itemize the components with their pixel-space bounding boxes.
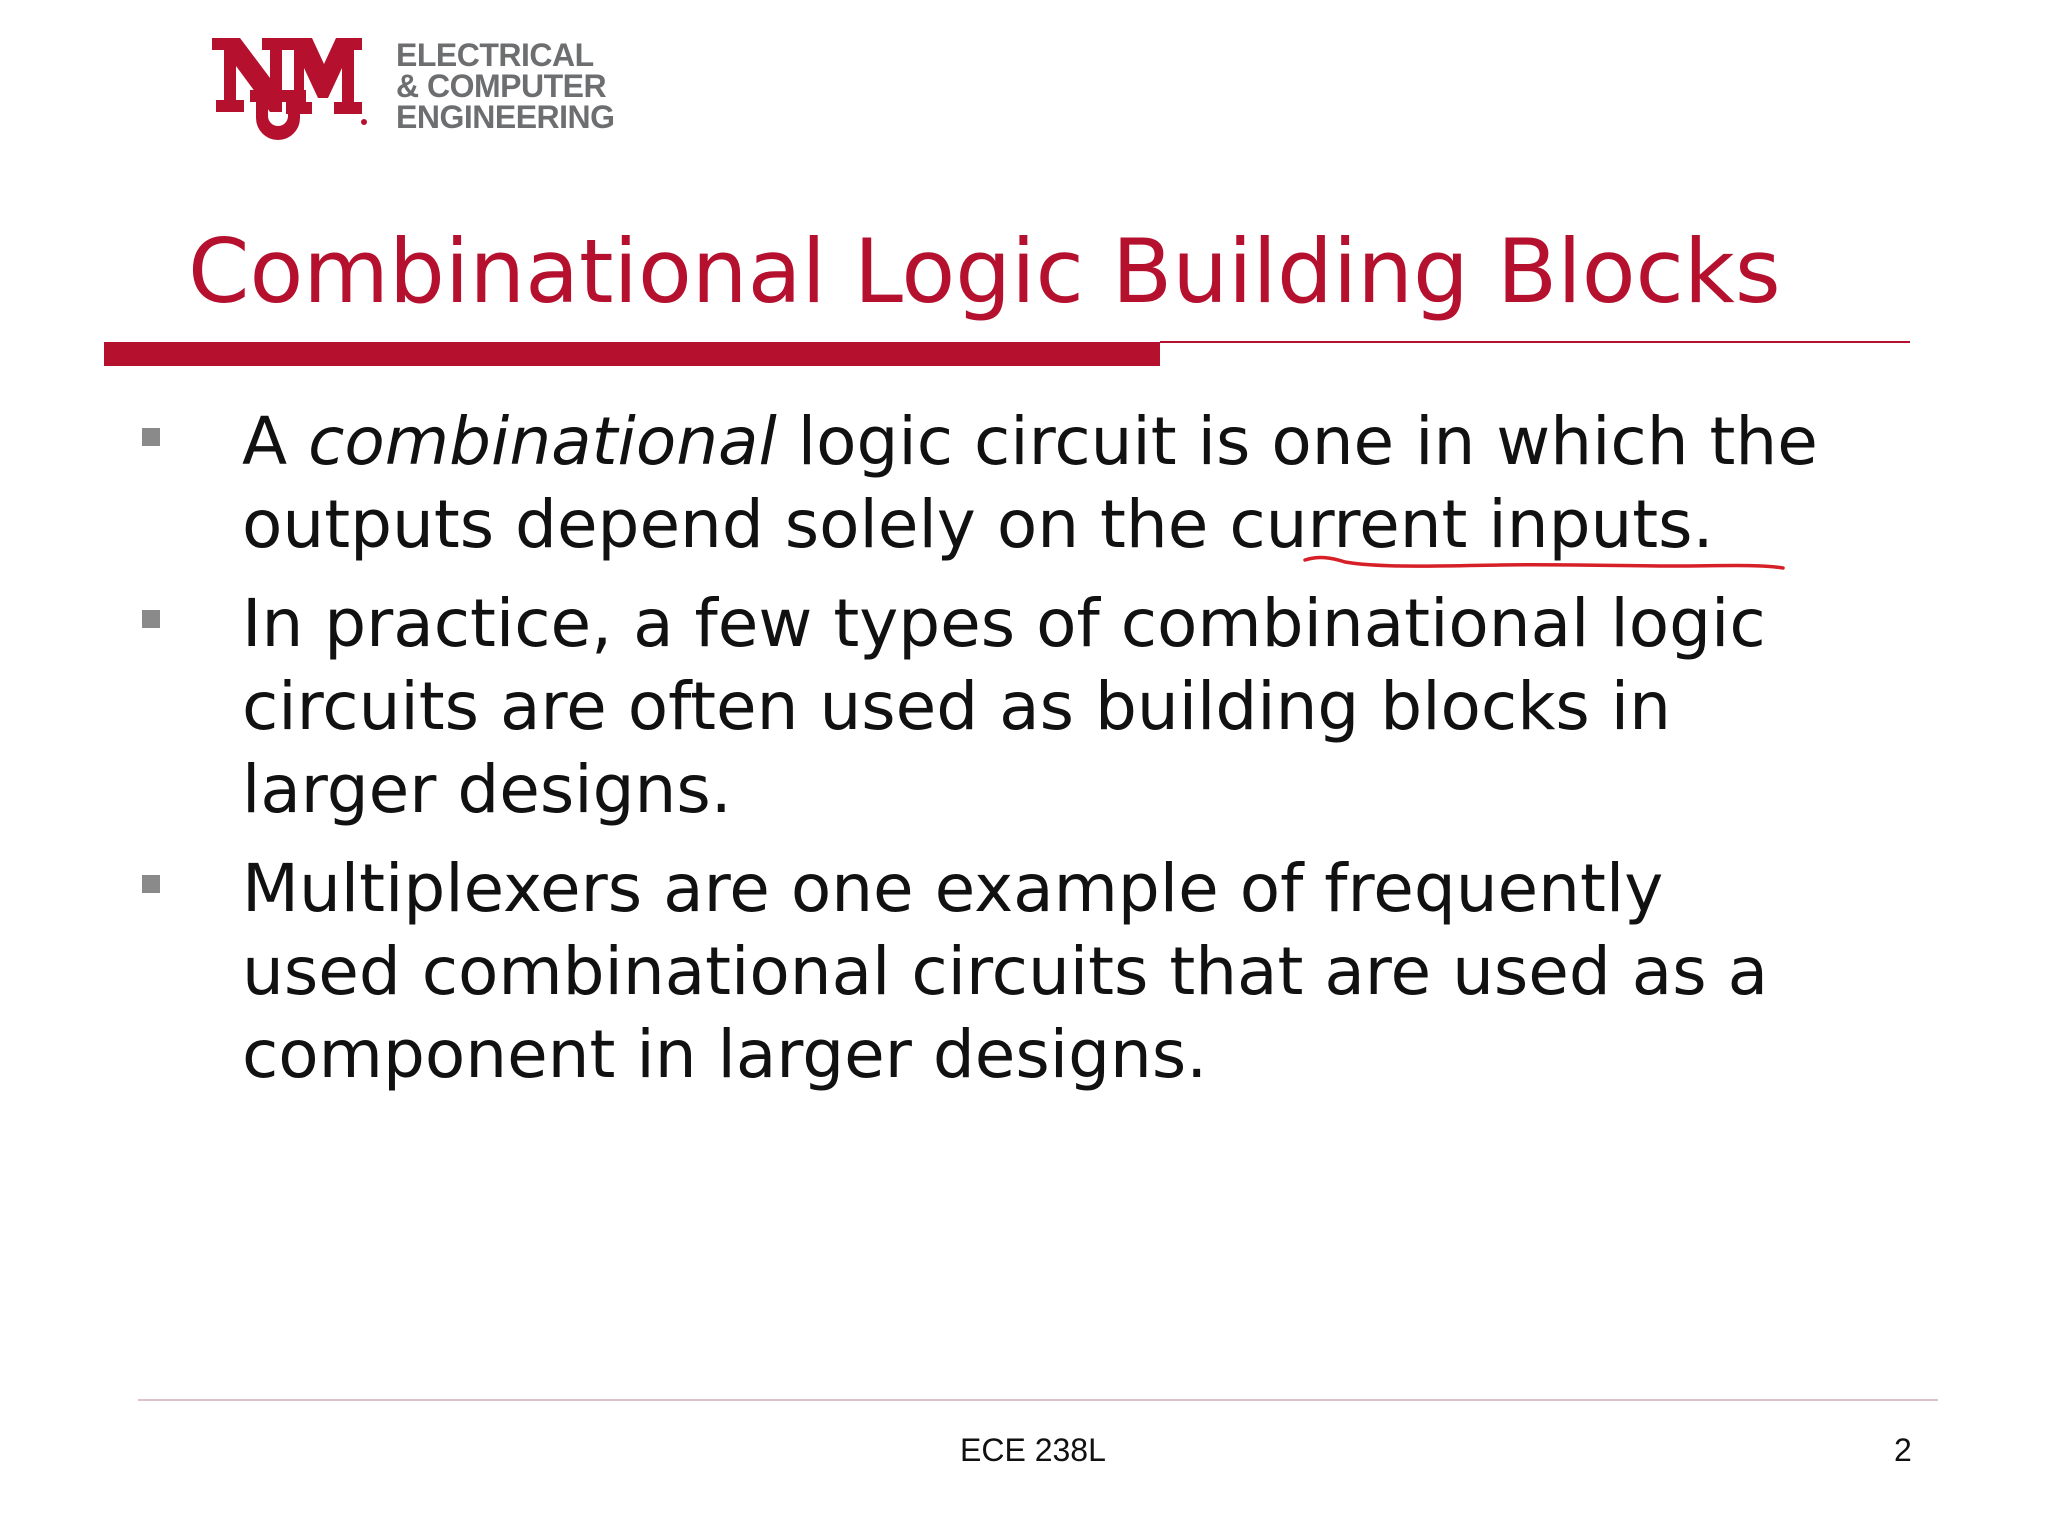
bullet-line: circuits are often used as building blocks in [242,668,1671,745]
unm-ece-logo [208,30,628,150]
page-number: 2 [1894,1432,1912,1468]
bullet-line: In practice, a few types of combinational logic [242,585,1766,662]
footer-divider [138,1399,1938,1401]
text-run: outputs depend solely on the [242,486,1230,563]
unm-logo-mark [208,30,378,150]
bullet-text [242,847,1922,1096]
bullet-line [242,400,1922,483]
square-bullet-icon [142,875,160,893]
bullet-text [242,582,1922,831]
department-name [396,37,615,135]
bullet-line [242,483,1922,566]
text-run: A [242,403,309,480]
square-bullet-icon [142,428,160,446]
text-run: logic circuit is one in which the [776,403,1818,480]
underlined-phrase: current inputs [1229,486,1693,563]
dept-line-1: ELECTRICAL [396,37,594,73]
bullet-line: larger designs. [242,751,732,828]
title-underline-bar [104,342,1160,366]
dept-line-2: & COMPUTER [396,68,607,104]
bullet-line: used combinational circuits that are used as a [242,933,1769,1010]
square-bullet-icon [142,610,160,628]
text-run: . [1692,486,1714,563]
bullet-text [242,400,1922,566]
bullet-line: Multiplexers are one example of frequently [242,850,1664,927]
dept-line-3: ENGINEERING [396,99,615,135]
title-underline-rule [1160,341,1910,343]
emphasized-term: combinational [308,403,777,480]
slide-title: Combinational Logic Building Blocks [188,220,1781,323]
bullet-line: component in larger designs. [242,1016,1208,1093]
footer-course-label: ECE 238L [960,1432,1106,1468]
